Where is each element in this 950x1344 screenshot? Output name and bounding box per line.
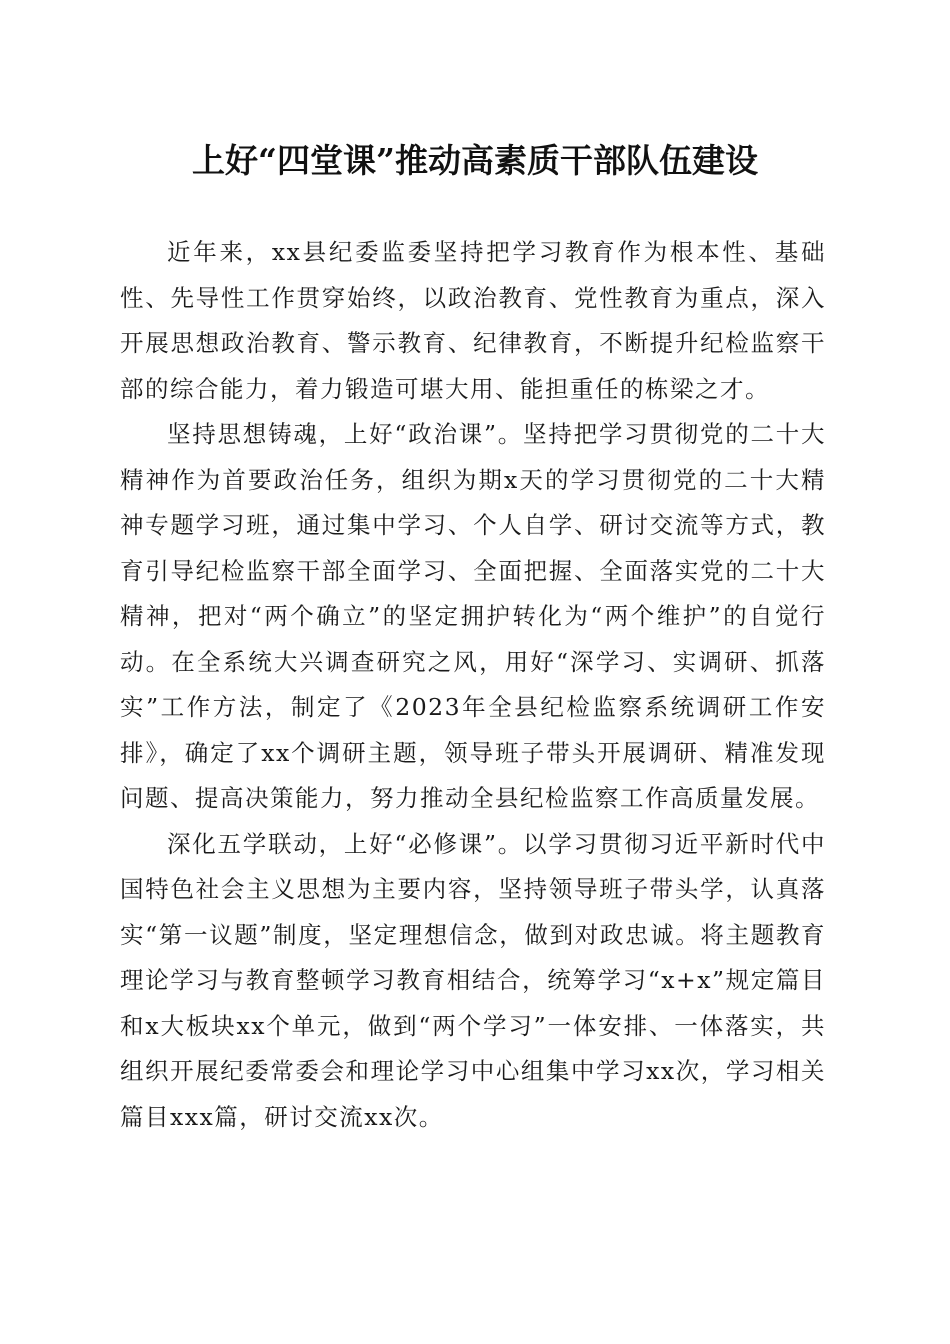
paragraph-intro: 近年来，xx县纪委监委坚持把学习教育作为根本性、基础性、先导性工作贯穿始终，以政治教育、党性教育为重点，深入开展思想政治教育、警示教育、纪律教育，不断提升纪检监察干部的综合能力，着力锻造可堪大用、能担重任的栋梁之才。 <box>120 238 826 403</box>
paragraph-required-course: 深化五学联动，上好“必修课”。以学习贯彻习近平新时代中国特色社会主义思想为主要内容，坚持领导班子带头学，认真落实“第一议题”制度，坚定理想信念，做到对政忠诚。将主题教育理论学习与教育整顿学习教育相结合，统筹学习“x+x”规定篇目和x大板块xx个单元，做到“两个学习”一体安排、一体落实，共组织开展纪委常委会和理论学习中心组集中学习xx次，学习相关篇目xxx篇，研讨交流xx次。 <box>120 829 826 1131</box>
paragraph-political-course: 坚持思想铸魂，上好“政治课”。坚持把学习贯彻党的二十大精神作为首要政治任务，组织为期x天的学习贯彻党的二十大精神专题学习班，通过集中学习、个人自学、研讨交流等方式，教育引导纪检监察干部全面学习、全面把握、全面落实党的二十大精神，把对“两个确立”的坚定拥护转化为“两个维护”的自觉行动。在全系统大兴调查研究之风，用好“深学习、实调研、抓落实”工作方法，制定了《2023年全县纪检监察系统调研工作安排》，确定了xx个调研主题，领导班子带头开展调研、精准发现问题、提高决策能力，努力推动全县纪检监察工作高质量发展。 <box>120 420 826 812</box>
document-body <box>120 230 826 1140</box>
document-title: 上好“四堂课”推动高素质干部队伍建设 <box>192 141 758 180</box>
